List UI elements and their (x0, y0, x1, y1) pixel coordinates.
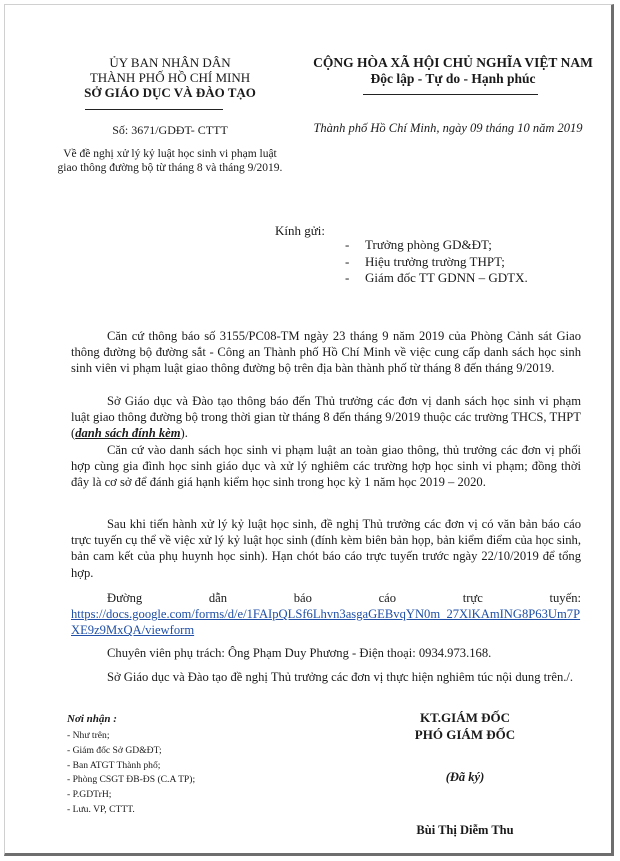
authority-line-3: SỞ GIÁO DỤC VÀ ĐÀO TẠO (84, 85, 256, 100)
signed-note: (Đã ký) (445, 770, 485, 784)
document-subject: Về đề nghị xử lý kỷ luật học sinh vi phạm luật giao thông đường bộ từ tháng 8 và tháng 9/2019. (57, 148, 283, 174)
paragraph-6: Chuyên viên phụ trách: Ông Phạm Duy Phương - Điện thoại: 0934.973.168. (107, 646, 492, 660)
paragraph-1: Căn cứ thông báo số 3155/PC08-TM ngày 23 tháng 9 năm 2019 của Phòng Cảnh sát Giao thông đường bộ đường sắt - Công an Thành phố Hồ Chí Minh về việc cung cấp danh sách học sinh sinh viên vi phạm luật giao thông đường bộ trên địa bàn thành phố từ tháng 8 đến tháng 9/2019. (71, 329, 581, 376)
addressee-label: Kính gửi: (275, 223, 326, 238)
paragraph-2-end: ). (180, 426, 188, 441)
distribution-item: - Như trên; (67, 730, 110, 741)
signature-title (385, 709, 545, 743)
distribution-item: - Ban ATGT Thành phố; (67, 759, 161, 771)
issuing-authority (45, 55, 295, 100)
recipient-item: - Giám đốc TT GDNN – GDTX. (345, 270, 605, 287)
authority-line-2: THÀNH PHỐ HỒ CHÍ MINH (89, 70, 251, 85)
authority-line-1: ỦY BAN NHÂN DÂN (109, 55, 231, 70)
signature-title-line-2: PHÓ GIÁM ĐỐC (414, 727, 516, 742)
paragraph-2-main: Sở Giáo dục và Đào tạo thông báo đến Thủ trưởng các đơn vị danh sách học sinh vi phạm luật giao thông đường bộ trong thời gian từ tháng 8 đến tháng 9/2019 thuộc các trường THCS, THPT ( (71, 394, 581, 441)
motto-line-2: Độc lập - Tự do - Hạnh phúc (370, 71, 536, 86)
signature-title-line-1: KT.GIÁM ĐỐC (419, 710, 511, 725)
attached-list-note: danh sách đính kèm (75, 426, 181, 441)
recipient-item: - Hiệu trưởng trường THPT; (345, 254, 605, 271)
document-date: Thành phố Hồ Chí Minh, ngày 09 tháng 10 năm 2019 (313, 121, 583, 135)
report-form-link[interactable]: https://docs.google.com/forms/d/e/1FAIpQLSf6Lhvn3asgaGEBvqYN0m_27XlKAmING8P63Um7PXE9z9MxQA/viewform (71, 607, 581, 638)
paragraph-3: Căn cứ vào danh sách học sinh vi phạm luật an toàn giao thông, thủ trưởng các đơn vị phối hợp cùng gia đình học sinh giáo dục và xử lý nghiêm các trường hợp học sinh vi phạm; đồng thời đây là cơ sở để đánh giá hạnh kiểm học sinh trong học kỳ 1 năm học 2019 – 2020. (71, 443, 581, 490)
distribution-item: - Giám đốc Sở GD&ĐT; (67, 744, 162, 756)
document-page (4, 4, 614, 856)
recipient-item: - Trưởng phòng GD&ĐT; (345, 237, 605, 254)
paragraph-2 (71, 393, 581, 442)
national-motto (293, 55, 613, 87)
paragraph-7: Sở Giáo dục và Đào tạo đề nghị Thủ trưởng các đơn vị thực hiện nghiêm túc nội dung trên./. (107, 670, 574, 684)
motto-line-1: CỘNG HÒA XÃ HỘI CHỦ NGHĨA VIỆT NAM (313, 55, 593, 70)
distribution-list (67, 729, 307, 818)
distribution-title: Nơi nhận : (67, 713, 117, 725)
motto-underline (363, 94, 538, 95)
distribution-item: - Phòng CSGT ĐB-ĐS (C.A TP); (67, 774, 196, 786)
recipient-list (345, 237, 605, 287)
distribution-item: - Lưu. VP, CTTT. (67, 803, 135, 815)
authority-underline (85, 109, 223, 110)
document-number: Số: 3671/GDĐT- CTTT (112, 123, 228, 137)
distribution-item: - P.GDTrH; (67, 789, 112, 801)
paragraph-4: Sau khi tiến hành xử lý kỷ luật học sinh, đề nghị Thủ trưởng các đơn vị có văn bản báo cáo trực tuyến cụ thể về việc xử lý kỷ luật học sinh (đính kèm biên bản họp, bản kiểm điểm của học sinh, bản cam kết của phụ huynh học sinh). Hạn chót báo cáo trực tuyến trước ngày 22/10/2019 để tổng hợp. (71, 517, 581, 580)
signer-name: Bùi Thị Diễm Thu (416, 823, 514, 837)
paragraph-5: Đường dẫn báo cáo trực tuyến: (107, 591, 581, 605)
